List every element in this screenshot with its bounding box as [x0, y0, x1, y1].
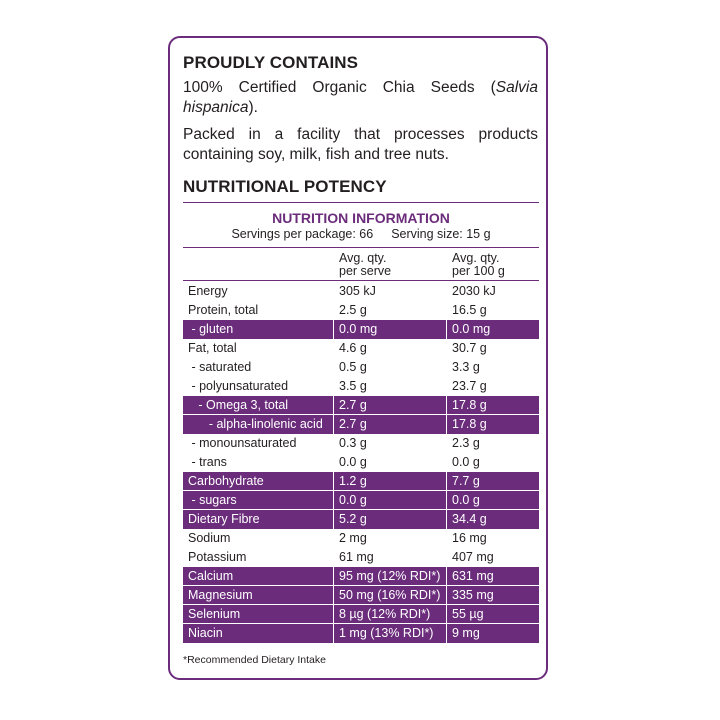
per-serve-value: 0.0 g [339, 455, 367, 469]
nutritional-potency-heading: NUTRITIONAL POTENCY [183, 177, 387, 196]
nutrient-name: Potassium [188, 550, 247, 564]
table-row [183, 529, 539, 548]
servings-per-package: Servings per package: 66 [231, 227, 374, 241]
nutrient-name: Sodium [188, 531, 231, 545]
per-serve-value: 305 kJ [339, 284, 376, 298]
per-100g-value: 17.8 g [452, 417, 487, 431]
per-serve-value: 0.0 g [339, 493, 367, 507]
col3-line2: per 100 g [452, 264, 505, 278]
column-divider [446, 605, 447, 624]
per-serve-value: 2.7 g [339, 417, 367, 431]
nutrient-name: - monounsaturated [188, 436, 297, 450]
per-100g-value: 3.3 g [452, 360, 480, 374]
table-row [183, 586, 539, 605]
per-100g-value: 30.7 g [452, 341, 487, 355]
per-serve-value: 0.3 g [339, 436, 367, 450]
nutrient-name: Niacin [188, 626, 223, 640]
col3-line1: Avg. qty. [452, 251, 500, 265]
per-serve-value: 2 mg [339, 531, 367, 545]
per-serve-value: 2.7 g [339, 398, 367, 412]
table-row [183, 396, 539, 415]
ingredients-post: ). [248, 99, 258, 116]
per-serve-value: 1.2 g [339, 474, 367, 488]
nutrient-name: - sugars [188, 493, 237, 507]
table-row [183, 282, 539, 301]
column-divider [446, 472, 447, 491]
ingredients-latin-name: Salvia hispanica [183, 79, 538, 116]
nutrient-name: Energy [188, 284, 228, 298]
column-divider [333, 472, 334, 491]
per-100g-value: 16 mg [452, 531, 487, 545]
nutrient-name: - alpha-linolenic acid [188, 417, 323, 431]
column-divider [333, 586, 334, 605]
nutrient-name: - polyunsaturated [188, 379, 289, 393]
column-divider [333, 320, 334, 339]
nutrient-name: Magnesium [188, 588, 253, 602]
table-row [183, 358, 539, 377]
per-serve-value: 0.5 g [339, 360, 367, 374]
table-row [183, 472, 539, 491]
column-divider [333, 415, 334, 434]
col2-line2: per serve [339, 264, 392, 278]
column-divider [446, 567, 447, 586]
nutrient-name: - trans [188, 455, 227, 469]
serving-size: Serving size: 15 g [391, 227, 491, 241]
per-serve-value: 8 µg (12% RDI*) [339, 607, 431, 621]
per-100g-value: 407 mg [452, 550, 494, 564]
per-100g-value: 16.5 g [452, 303, 487, 317]
table-row [183, 624, 539, 643]
per-serve-value: 4.6 g [339, 341, 367, 355]
per-100g-value: 0.0 g [452, 455, 480, 469]
column-header-per-100g [452, 252, 505, 278]
nutrient-name: - gluten [188, 322, 234, 336]
per-serve-value: 0.0 mg [339, 322, 378, 336]
column-header-per-serve [339, 252, 391, 278]
per-100g-value: 0.0 mg [452, 322, 491, 336]
nutrient-name: Calcium [188, 569, 234, 583]
per-serve-value: 1 mg (13% RDI*) [339, 626, 434, 640]
per-serve-value: 3.5 g [339, 379, 367, 393]
table-row [183, 605, 539, 624]
table-top-rule [183, 202, 539, 203]
col2-line1: Avg. qty. [339, 251, 387, 265]
per-100g-value: 34.4 g [452, 512, 487, 526]
table-row [183, 453, 539, 472]
nutrition-information-title: NUTRITION INFORMATION [272, 210, 450, 226]
column-header-rule [183, 280, 539, 281]
per-100g-value: 23.7 g [452, 379, 487, 393]
nutrient-name: Carbohydrate [188, 474, 264, 488]
table-row [183, 377, 539, 396]
table-row [183, 510, 539, 529]
servings-line [183, 227, 539, 241]
column-divider [333, 605, 334, 624]
column-divider [446, 510, 447, 529]
per-serve-value: 2.5 g [339, 303, 367, 317]
column-divider [446, 586, 447, 605]
column-divider [333, 624, 334, 643]
per-100g-value: 0.0 g [452, 493, 480, 507]
allergen-statement: Packed in a facility that processes products containing soy, milk, fish and tree nuts. [183, 126, 538, 163]
ingredients-pre: 100% Certified Organic Chia Seeds ( [183, 79, 496, 96]
per-100g-value: 7.7 g [452, 474, 480, 488]
per-100g-value: 335 mg [452, 588, 494, 602]
per-serve-value: 61 mg [339, 550, 374, 564]
column-divider [333, 396, 334, 415]
table-row [183, 567, 539, 586]
nutrient-name: - saturated [188, 360, 252, 374]
per-100g-value: 9 mg [452, 626, 480, 640]
nutrient-name: Fat, total [188, 341, 237, 355]
column-divider [446, 491, 447, 510]
table-row [183, 434, 539, 453]
column-divider [446, 415, 447, 434]
per-100g-value: 2.3 g [452, 436, 480, 450]
header-rule [183, 247, 539, 248]
ingredients-text [183, 78, 538, 118]
table-row [183, 320, 539, 339]
per-100g-value: 17.8 g [452, 398, 487, 412]
per-serve-value: 50 mg (16% RDI*) [339, 588, 441, 602]
nutrition-panel [168, 36, 548, 680]
per-100g-value: 55 µg [452, 607, 484, 621]
per-100g-value: 2030 kJ [452, 284, 496, 298]
rdi-footnote: *Recommended Dietary Intake [183, 654, 326, 666]
column-divider [333, 510, 334, 529]
table-row [183, 548, 539, 567]
per-serve-value: 95 mg (12% RDI*) [339, 569, 441, 583]
per-serve-value: 5.2 g [339, 512, 367, 526]
per-100g-value: 631 mg [452, 569, 494, 583]
table-row [183, 339, 539, 358]
column-divider [446, 396, 447, 415]
nutrient-name: Selenium [188, 607, 241, 621]
column-divider [446, 624, 447, 643]
table-row [183, 491, 539, 510]
table-row [183, 301, 539, 320]
column-divider [446, 320, 447, 339]
nutrient-name: Protein, total [188, 303, 259, 317]
proudly-contains-heading: PROUDLY CONTAINS [183, 53, 359, 72]
nutrient-name: - Omega 3, total [188, 398, 289, 412]
table-row [183, 415, 539, 434]
column-divider [333, 491, 334, 510]
nutrition-table [183, 282, 539, 643]
nutrient-name: Dietary Fibre [188, 512, 260, 526]
column-divider [333, 567, 334, 586]
